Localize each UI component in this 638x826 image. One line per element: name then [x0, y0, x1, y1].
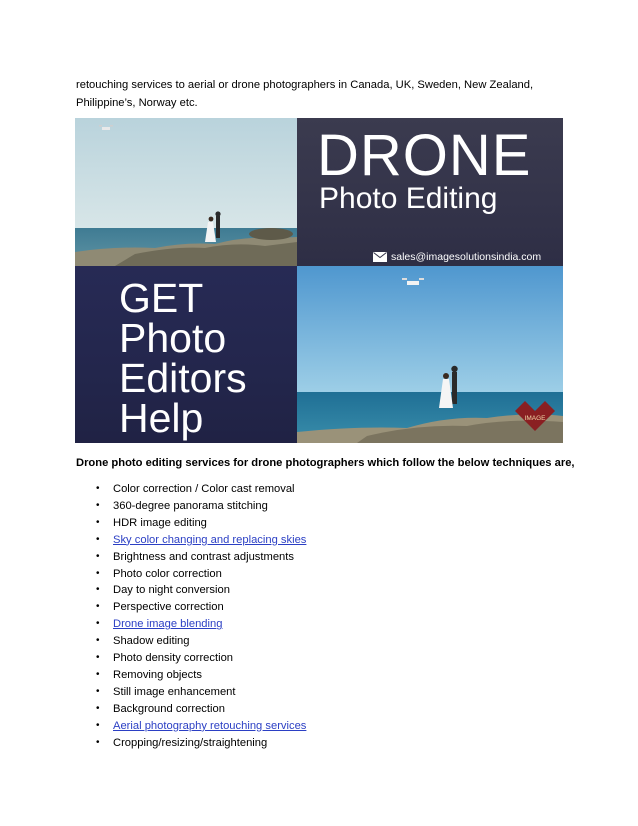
technique-label: 360-degree panorama stitching	[113, 499, 268, 512]
technique-label: Perspective correction	[113, 601, 224, 614]
technique-item	[96, 481, 306, 498]
technique-item	[96, 701, 306, 718]
get-line-3: Editors	[119, 355, 247, 401]
technique-item	[96, 515, 306, 532]
technique-label: Cropping/resizing/straightening	[113, 736, 268, 749]
bullet-icon: •	[96, 584, 100, 596]
banner-subtitle: Photo Editing	[319, 182, 498, 215]
bullet-icon: •	[96, 567, 100, 579]
bullet-icon: •	[96, 702, 100, 714]
bullet-icon: •	[96, 618, 100, 630]
get-line-1: GET	[119, 275, 204, 321]
technique-item	[96, 549, 306, 566]
technique-label: Background correction	[113, 702, 225, 715]
intro-paragraph: retouching services to aerial or drone photographers in Canada, UK, Sweden, New Zealand, Philippine’s, Norway etc.	[76, 79, 534, 109]
technique-label: Photo density correction	[113, 652, 234, 665]
technique-label: Removing objects	[113, 668, 202, 681]
badge-label: IMAGE	[524, 415, 546, 422]
technique-label: Still image enhancement	[113, 685, 236, 698]
bullet-icon: •	[96, 652, 100, 664]
bullet-icon: •	[96, 499, 100, 511]
technique-link-item[interactable]	[96, 532, 306, 549]
company-logo-badge	[515, 399, 555, 433]
banner-email: sales@imagesolutionsindia.com	[391, 251, 542, 263]
technique-link[interactable]: Sky color changing and replacing skies	[113, 533, 307, 546]
bullet-icon: •	[96, 635, 100, 647]
technique-item	[96, 735, 306, 752]
bullet-icon: •	[96, 719, 100, 731]
drone-banner-image	[75, 118, 563, 443]
banner-email-row	[373, 250, 541, 264]
bullet-icon: •	[96, 516, 100, 528]
technique-label: Color correction / Color cast removal	[113, 483, 295, 495]
get-help-text	[119, 275, 247, 441]
technique-link-item[interactable]	[96, 616, 306, 633]
technique-label: Brightness and contrast adjustments	[113, 550, 294, 563]
bullet-icon: •	[96, 685, 100, 697]
technique-label: Day to night conversion	[113, 584, 230, 597]
technique-label: Shadow editing	[113, 635, 190, 648]
get-line-2: Photo	[119, 315, 227, 361]
technique-item	[96, 599, 306, 616]
technique-link[interactable]: Drone image blending	[113, 618, 223, 631]
technique-item	[96, 633, 306, 650]
technique-item	[96, 566, 306, 583]
technique-label: Photo color correction	[113, 567, 222, 580]
beach-photo-top-left	[75, 118, 297, 266]
technique-link[interactable]: Aerial photography retouching services	[113, 719, 307, 732]
bullet-icon: •	[96, 483, 100, 494]
technique-item	[96, 498, 306, 515]
get-line-4: Help	[119, 395, 204, 441]
get-help-panel	[75, 266, 297, 443]
techniques-list	[96, 481, 306, 752]
technique-label: HDR image editing	[113, 516, 207, 529]
technique-item	[96, 667, 306, 684]
bullet-icon: •	[96, 550, 100, 562]
bullet-icon: •	[96, 736, 100, 748]
techniques-heading: Drone photo editing services for drone photographers which follow the below techniques are,	[76, 457, 575, 469]
technique-item	[96, 650, 306, 667]
technique-link-item[interactable]	[96, 718, 306, 735]
beach-scene-graphic	[75, 118, 297, 266]
drone-title-panel	[297, 118, 563, 266]
beach-photo-bottom-right	[297, 266, 563, 443]
bullet-icon: •	[96, 601, 100, 613]
technique-item	[96, 582, 306, 599]
mail-icon	[373, 252, 387, 262]
banner-title: DRONE	[317, 123, 532, 188]
bullet-icon: •	[96, 668, 100, 680]
technique-item	[96, 684, 306, 701]
bullet-icon: •	[96, 533, 100, 545]
